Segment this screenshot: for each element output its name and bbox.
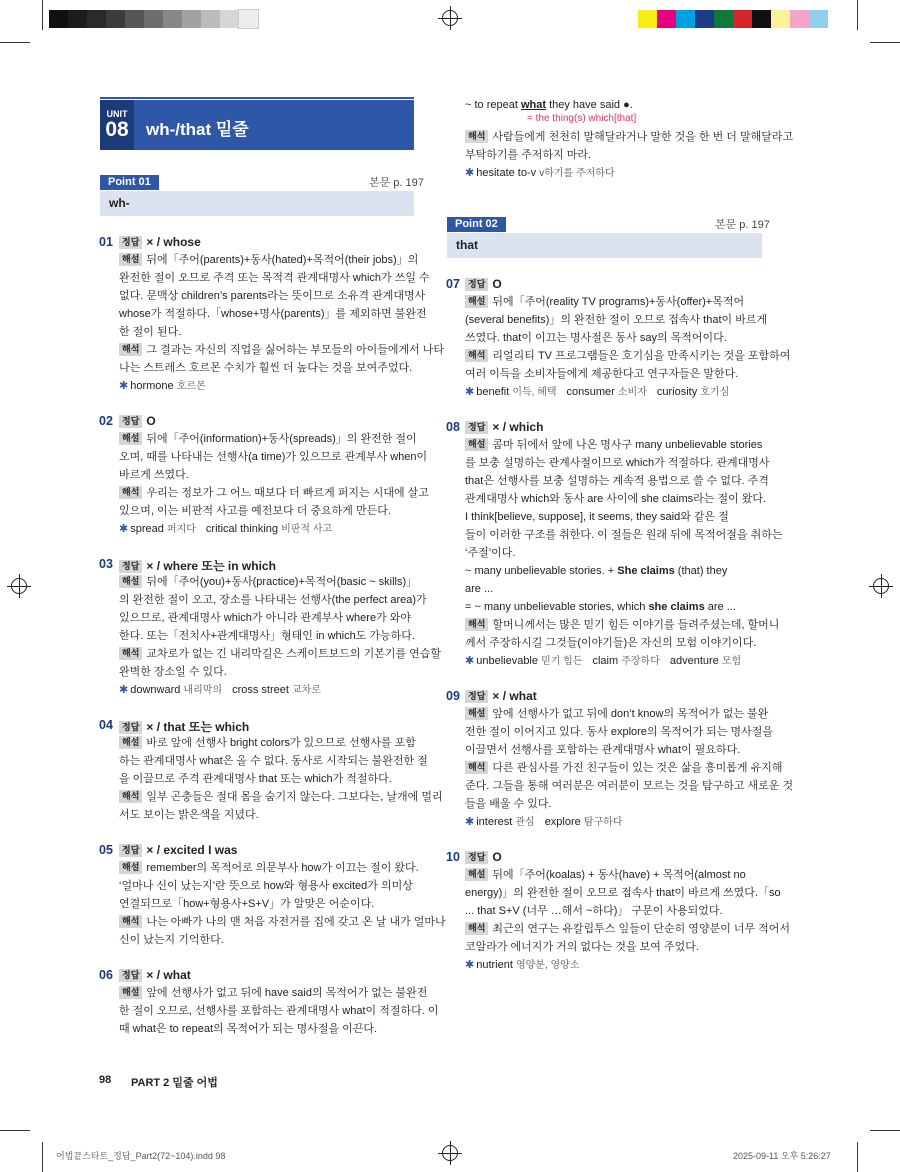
point-02-page-ref: 본문 p. 197 (715, 219, 770, 231)
translation-line: 코알라가 에너지가 거의 없다는 것을 보여 주었다. (465, 941, 699, 953)
vocab-word: nutrient (476, 959, 513, 971)
explanation (119, 573, 442, 681)
asterisk-icon: ✱ (465, 167, 475, 179)
item-number: 01 (99, 235, 113, 249)
vocab-gloss: 호르몬 (176, 381, 206, 392)
example-line (465, 562, 762, 580)
explanation-line: 앞에 선행사가 없고 뒤에 have said의 목적어가 없는 불완전 (146, 987, 428, 999)
asterisk-icon: ✱ (119, 523, 129, 535)
vocab-word: hormone (130, 380, 174, 392)
answer-line (119, 968, 191, 982)
item-number: 07 (446, 277, 460, 291)
answer-tag: 정답 (119, 721, 142, 734)
answer-tag: 정답 (119, 415, 142, 428)
answer: × / what (146, 968, 191, 982)
unit-title: wh-/that 밑줄 (146, 120, 249, 139)
translation-line: 여러 이득을 소비자들에게 제공한다고 연구자들은 말한다. (465, 368, 739, 380)
vocab-line (119, 377, 216, 396)
translation-line: 교차로가 없는 긴 내리막길은 스케이트보드의 기본기를 연습할 (146, 648, 442, 660)
crop-mark (0, 42, 30, 43)
explanation-line: 뒤에「주어(parents)+동사(hated)+목적어(their jobs)」의 (146, 254, 419, 266)
translation-line: 일부 곤충들은 절대 몸을 숨기지 않는다. 그보다는, 날개에 멀리 (146, 791, 443, 803)
vocab-gloss: 믿기 힘든 (541, 656, 583, 667)
vocab-gloss: 이득, 혜택 (512, 387, 557, 398)
explain-tag: 해설 (465, 438, 488, 451)
answer-tag: 정답 (119, 560, 142, 573)
translation-line: 사람들에게 천천히 말해달라거나 말한 것을 한 번 더 말해달라고 (492, 131, 794, 143)
translate-tag: 해석 (119, 790, 142, 803)
asterisk-icon: ✱ (465, 655, 475, 667)
translate-tag: 해석 (465, 130, 488, 143)
explanation-line: (several benefits)」의 완전한 절이 오므로 접속사 that이 바르게 (465, 314, 768, 326)
explanation-line: 바로 앞에 선행사 bright colors가 있으므로 선행사를 포함 (146, 737, 416, 749)
example-text: they have said ●. (546, 99, 633, 111)
answer-line (465, 850, 502, 864)
vocab-gloss: 모험 (721, 656, 742, 667)
vocab-line (119, 520, 342, 539)
explanation-line: ‘얼마나 신이 났는지’란 뜻으로 how와 형용사 excited가 의미상 (119, 880, 413, 892)
explanation-line: 를 보충 설명하는 관계사절이므로 which가 적절하다. 관계대명사 (465, 457, 770, 469)
asterisk-icon: ✱ (465, 386, 475, 398)
vocab-word: curiosity (656, 386, 698, 398)
vocab-line (465, 652, 751, 671)
grayscale-swatches (49, 10, 258, 28)
translation-line: 나는 아빠가 나의 맨 처음 자전거를 집에 갖고 온 날 내가 얼마나 (146, 916, 446, 928)
translation-line: 들을 배울 수 있다. (465, 798, 552, 810)
explain-tag: 해설 (119, 986, 142, 999)
explanation-line: remember의 목적어로 의문부사 how가 이끄는 절이 왔다. (146, 862, 419, 874)
explanation-line: ... that S+V (너무 …해서 ~하다)」 구문이 사용되었다. (465, 905, 723, 917)
explanation-line: 관계대명사 which와 동사 are 사이에 she claims라는 절이 왔다. (465, 493, 767, 505)
explanation-line: 쓰였다. that이 이끄는 명사절은 동사 say의 목적어이다. (465, 332, 727, 344)
example-note: = the thing(s) which[that] (527, 113, 637, 124)
registration-mark-top (442, 10, 458, 26)
explanation (119, 859, 446, 949)
explanation-line: 뒤에「주어(you)+동사(practice)+목적어(basic ~ skills)」 (146, 576, 418, 588)
explanation (119, 251, 445, 377)
vocab-word: spread (130, 523, 164, 535)
vocab-word: hesitate to-v (476, 167, 537, 179)
explanation-line: 완전한 절이 오므로 주격 또는 목적격 관계대명사 which가 쓰일 수 (119, 272, 430, 284)
explanation (465, 705, 794, 813)
unit-label: UNIT (106, 109, 128, 119)
item-number: 03 (99, 557, 113, 571)
translation-line: 완벽한 장소일 수 있다. (119, 666, 227, 678)
explain-tag: 해설 (119, 575, 142, 588)
answer-tag: 정답 (119, 844, 142, 857)
answer: O (492, 277, 502, 291)
translation-line: 리얼리티 TV 프로그램들은 호기심을 만족시키는 것을 포함하여 (492, 350, 791, 362)
unit-badge (100, 100, 134, 150)
translation-line: 그 결과는 자신의 직업을 싫어하는 부모들의 아이들에게서 나타 (146, 344, 445, 356)
explanation (465, 866, 791, 956)
answer-tag: 정답 (465, 278, 488, 291)
explanation-line: 있으므로, 관계대명사 which가 아니라 관계부사 where가 와야 (119, 612, 411, 624)
explanation (465, 436, 783, 652)
explanation-line: 연결되므로「how+형용사+S+V」가 알맞은 어순이다. (119, 898, 375, 910)
translation-line: 할머니께서는 많은 믿기 힘든 이야기를 들려주셨는데, 할머니 (492, 619, 780, 631)
explain-tag: 해설 (119, 432, 142, 445)
explanation-line: ‘주절’이다. (465, 547, 516, 559)
vocab-word: unbelievable (476, 655, 538, 667)
answer-tag: 정답 (465, 690, 488, 703)
vocab-gloss: 퍼지다 (166, 524, 196, 535)
crop-mark (42, 1142, 43, 1172)
point-01-bar: wh- (100, 191, 414, 216)
example-text: = ~ many unbelievable stories, which (465, 601, 649, 613)
explain-tag: 해설 (465, 868, 488, 881)
translate-tag: 해석 (465, 761, 488, 774)
asterisk-icon: ✱ (119, 684, 129, 696)
answer-line (119, 414, 156, 428)
crop-mark (857, 1142, 858, 1172)
answer-line (119, 843, 237, 857)
translate-tag: 해석 (119, 915, 142, 928)
answer: × / which (492, 420, 544, 434)
translation-line: 신이 났는지 기억한다. (119, 934, 224, 946)
item-number: 06 (99, 968, 113, 982)
example-highlight: She claims (617, 565, 675, 577)
answer-line (119, 235, 201, 249)
translation-line: 우리는 정보가 그 어느 때보다 더 빠르게 퍼지는 시대에 살고 (146, 487, 429, 499)
translation (465, 128, 794, 164)
answer-tag: 정답 (119, 236, 142, 249)
translation-line: 서도 보이는 밝은색을 지녔다. (119, 809, 259, 821)
vocab-line (465, 383, 739, 402)
item-number: 05 (99, 843, 113, 857)
point-01-page-ref: 본문 p. 197 (369, 177, 424, 189)
translate-tag: 해석 (119, 647, 142, 660)
translate-tag: 해석 (465, 618, 488, 631)
answer: × / where 또는 in which (146, 559, 276, 573)
answer-line (119, 557, 276, 574)
vocab-word: cross street (232, 684, 289, 696)
crop-mark (0, 1130, 30, 1131)
registration-mark-right (873, 578, 889, 594)
explanation-line: 하는 관계대명사 what은 올 수 없다. 동사로 시작되는 불완전한 절 (119, 755, 428, 767)
translation-line: 있으며, 이는 비판적 사고를 예전보다 더 중요하게 만든다. (119, 505, 391, 517)
explain-tag: 해설 (119, 253, 142, 266)
asterisk-icon: ✱ (465, 959, 475, 971)
vocab-word: consumer (566, 386, 615, 398)
vocab-word: adventure (669, 655, 719, 667)
explanation (119, 734, 443, 824)
answer: O (146, 414, 156, 428)
explanation (119, 984, 439, 1038)
point-01-tag: Point 01 (100, 175, 159, 190)
vocab-word: downward (130, 684, 181, 696)
vocab-gloss: 영양분, 영양소 (515, 960, 580, 971)
explanation (119, 430, 429, 520)
explain-tag: 해설 (465, 295, 488, 308)
item-number: 04 (99, 718, 113, 732)
vocab-gloss: 주장하다 (621, 656, 660, 667)
registration-mark-left (11, 578, 27, 594)
answer: × / what (492, 689, 537, 703)
explanation-line: 의 완전한 절이 오고, 장소를 나타내는 선행사(the perfect area)가 (119, 594, 427, 606)
explanation-line: 이끌면서 선행사를 포함하는 관계대명사 what이 필요하다. (465, 744, 741, 756)
vocab-gloss: 내리막의 (183, 685, 223, 696)
vocab-line (465, 164, 625, 183)
explain-tag: 해설 (119, 736, 142, 749)
explanation-line: 때 what은 to repeat의 목적어가 되는 명사절을 이끈다. (119, 1023, 378, 1035)
explanation-line: 들이 이러한 구조를 취한다. 이 절들은 원래 뒤에 목적어절을 취하는 (465, 529, 783, 541)
explanation-line: 한 절이 오므로, 선행사를 포함하는 관계대명사 what이 적절하다. 이 (119, 1005, 439, 1017)
vocab-gloss: 비판적 사고 (281, 524, 333, 535)
asterisk-icon: ✱ (465, 816, 475, 828)
explanation-line: energy)」의 완전한 절이 오므로 접속사 that이 바르게 쓰였다.「so (465, 887, 781, 899)
explanation-line: I think[believe, suppose], it seems, they said와 같은 절 (465, 511, 729, 523)
translation-line: 께서 주장하시길 그것들(이야기들)은 자신의 모험 이야기이다. (465, 637, 757, 649)
translation-line: 다른 관심사를 가진 친구들이 있는 것은 삶을 흥미롭게 유지해 (492, 762, 783, 774)
explanation-line: 없다. 문맥상 children’s parents라는 뜻이므로 소유격 관계대명사 (119, 290, 426, 302)
answer-line (119, 718, 249, 735)
vocab-word: claim (592, 655, 619, 667)
translation-line: 최근의 연구는 유칼립투스 잎들이 단순히 영양분이 너무 적어서 (492, 923, 791, 935)
example-text: (that) they (674, 565, 728, 577)
answer-tag: 정답 (465, 851, 488, 864)
unit-title-bar (134, 100, 414, 150)
file-slug: 어법끝스타트_정답_Part2(72~104).indd 98 (56, 1151, 226, 1161)
registration-mark-bottom (442, 1145, 458, 1161)
item-number: 09 (446, 689, 460, 703)
crop-mark (870, 42, 900, 43)
date-slug: 2025-09-11 오후 5:26:27 (733, 1151, 831, 1161)
crop-mark (42, 0, 43, 30)
example-text: ~ many unbelievable stories. + (465, 565, 618, 577)
translation-line: 부탁하기를 주저하지 마라. (465, 149, 592, 161)
answer: O (492, 850, 502, 864)
asterisk-icon: ✱ (119, 380, 129, 392)
example-text: are ... (704, 601, 736, 613)
answer-line (465, 277, 502, 291)
explanation-line: 한다. 또는「전치사+관계대명사」형태인 in which도 가능하다. (119, 630, 415, 642)
explanation-line: 뒤에「주어(koalas) + 동사(have) + 목적어(almost no (492, 869, 746, 881)
crop-mark (857, 0, 858, 30)
answer: × / that 또는 which (146, 720, 250, 734)
answer: × / whose (146, 235, 201, 249)
explanation-line: 오며, 때를 나타내는 선행사(a time)가 있으므로 관계부사 when이 (119, 451, 428, 463)
vocab-word: explore (544, 816, 581, 828)
vocab-line (119, 681, 331, 700)
explanation-line: 을 이끌므로 주격 관계대명사 that 또는 which가 적절하다. (119, 773, 392, 785)
vocab-word: interest (476, 816, 513, 828)
translate-tag: 해석 (465, 922, 488, 935)
unit-number: 08 (105, 118, 129, 141)
point-02-bar: that (447, 233, 762, 258)
vocab-gloss: 소비자 (617, 387, 647, 398)
page-number: 98 (99, 1074, 112, 1086)
explanation-line: whose가 적절하다.「whose+명사(parents)」를 제외하면 불완전 (119, 308, 427, 320)
translation-line: 나는 스트레스 호르몬 수치가 훨씬 더 높다는 것을 보여주었다. (119, 362, 413, 374)
translate-tag: 해석 (119, 343, 142, 356)
point-02-tag: Point 02 (447, 217, 506, 232)
example-highlight: she claims (648, 601, 705, 613)
vocab-line (465, 956, 590, 975)
answer-tag: 정답 (465, 421, 488, 434)
color-swatches (638, 10, 828, 28)
translate-tag: 해석 (119, 486, 142, 499)
vocab-gloss: v하기를 주저하다 (539, 168, 615, 179)
vocab-gloss: 탐구하다 (583, 817, 623, 828)
explanation-line: 바르게 쓰였다. (119, 469, 189, 481)
explanation-line: 앞에 선행사가 없고 뒤에 don’t know의 목적어가 없는 불완 (492, 708, 769, 720)
vocab-gloss: 호기심 (700, 387, 730, 398)
vocab-word: benefit (476, 386, 510, 398)
explanation-line: 콤마 뒤에서 앞에 나온 명사구 many unbelievable stories (492, 439, 763, 451)
vocab-word: critical thinking (205, 523, 279, 535)
translate-tag: 해석 (465, 349, 488, 362)
answer-line (465, 689, 537, 703)
item-number: 08 (446, 420, 460, 434)
answer-tag: 정답 (119, 969, 142, 982)
item-number: 10 (446, 850, 460, 864)
answer-line (465, 420, 543, 434)
explanation-line: 한 절이 된다. (119, 326, 182, 338)
vocab-line (465, 813, 632, 832)
explanation-line: that은 선행사를 보충 설명하는 계속적 용법으로 쓸 수 없다. 주격 (465, 475, 769, 487)
explanation (465, 293, 791, 383)
explanation-line: 뒤에「주어(information)+동사(spreads)」의 완전한 절이 (146, 433, 417, 445)
vocab-gloss: 관심 (515, 817, 535, 828)
example-highlight: what (520, 99, 547, 111)
explain-tag: 해설 (119, 861, 142, 874)
example-line (465, 598, 762, 616)
item-number: 02 (99, 414, 113, 428)
explain-tag: 해설 (465, 707, 488, 720)
part-title: PART 2 밑줄 어법 (131, 1077, 218, 1089)
vocab-gloss: 교차로 (291, 685, 321, 696)
explanation-line: 뒤에「주어(reality TV programs)+동사(offer)+목적어 (492, 296, 745, 308)
example-text: ~ to repeat (465, 99, 521, 111)
crop-mark (870, 1130, 900, 1131)
explanation-line: 전한 절이 이어지고 있다. 동사 explore의 목적어가 되는 명사절을 (465, 726, 773, 738)
answer: × / excited I was (146, 843, 238, 857)
unit-top-rule (100, 97, 414, 99)
translation-line: 준다. 그들을 통해 여러분은 여러분이 모르는 것을 탐구하고 새로운 것 (465, 780, 794, 792)
example-line: are ... (465, 583, 494, 595)
